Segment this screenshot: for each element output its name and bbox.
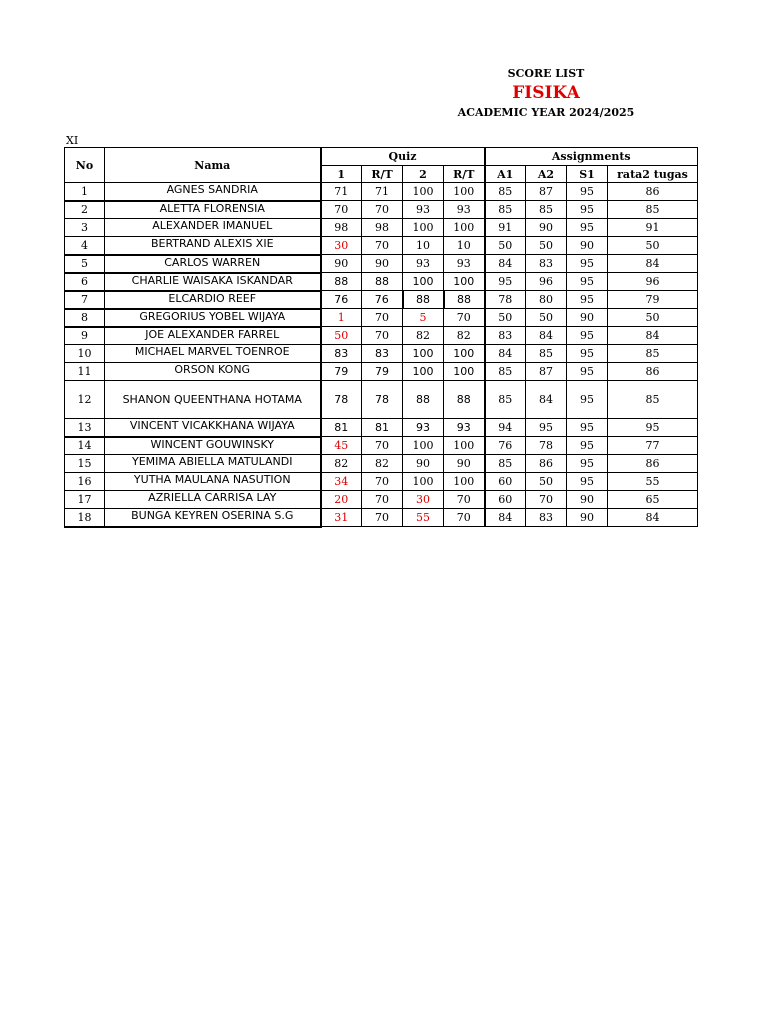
cell-quiz-rt2: 100: [444, 273, 485, 291]
cell-quiz-2: 88: [403, 381, 444, 419]
cell-a2: 83: [526, 509, 567, 527]
cell-quiz-rt1: 98: [362, 219, 403, 237]
col-header-quiz-2: 2: [403, 166, 444, 183]
cell-s1: 90: [567, 509, 608, 527]
cell-quiz-1: 88: [321, 273, 362, 291]
cell-nama: VINCENT VICAKKHANA WIJAYA: [105, 419, 321, 437]
table-row: [65, 491, 698, 509]
cell-s1: 95: [567, 473, 608, 491]
cell-s1: 95: [567, 255, 608, 273]
cell-a2: 78: [526, 437, 567, 455]
cell-quiz-1: 1: [321, 309, 362, 327]
cell-a1: 60: [485, 491, 526, 509]
cell-a1: 95: [485, 273, 526, 291]
cell-s1: 90: [567, 309, 608, 327]
cell-quiz-1: 78: [321, 381, 362, 419]
cell-quiz-rt2: 10: [444, 237, 485, 255]
cell-a1: 60: [485, 473, 526, 491]
cell-nama: AGNES SANDRIA: [105, 183, 321, 201]
cell-nama: BERTRAND ALEXIS XIE: [105, 237, 321, 255]
table-row: [65, 509, 698, 527]
cell-s1: 95: [567, 345, 608, 363]
cell-quiz-1: 70: [321, 201, 362, 219]
cell-quiz-rt2: 100: [444, 219, 485, 237]
cell-nama: JOE ALEXANDER FARREL: [105, 327, 321, 345]
cell-no: 18: [65, 509, 105, 527]
table-row: [65, 183, 698, 201]
table-row: [65, 273, 698, 291]
cell-quiz-rt2: 100: [444, 345, 485, 363]
cell-nama: ORSON KONG: [105, 363, 321, 381]
cell-s1: 95: [567, 381, 608, 419]
cell-quiz-1: 98: [321, 219, 362, 237]
cell-avg: 84: [608, 327, 698, 345]
cell-avg: 86: [608, 363, 698, 381]
cell-a2: 50: [526, 237, 567, 255]
col-group-quiz: Quiz: [321, 148, 485, 166]
cell-nama: CHARLIE WAISAKA ISKANDAR: [105, 273, 321, 291]
cell-avg: 85: [608, 201, 698, 219]
cell-nama: CARLOS WARREN: [105, 255, 321, 273]
cell-nama: SHANON QUEENTHANA HOTAMA: [105, 381, 321, 419]
table-row: [65, 473, 698, 491]
cell-quiz-rt2: 100: [444, 473, 485, 491]
cell-quiz-2: 90: [403, 455, 444, 473]
cell-a2: 70: [526, 491, 567, 509]
class-label: XI: [66, 134, 79, 147]
cell-a1: 94: [485, 419, 526, 437]
cell-quiz-rt1: 79: [362, 363, 403, 381]
cell-s1: 95: [567, 201, 608, 219]
table-row: [65, 219, 698, 237]
cell-a1: 85: [485, 455, 526, 473]
cell-quiz-1: 76: [321, 291, 362, 309]
cell-a2: 50: [526, 309, 567, 327]
cell-a1: 84: [485, 255, 526, 273]
table-row: [65, 363, 698, 381]
cell-quiz-1: 81: [321, 419, 362, 437]
cell-quiz-rt1: 70: [362, 201, 403, 219]
table-row: [65, 437, 698, 455]
cell-no: 1: [65, 183, 105, 201]
cell-quiz-2: 82: [403, 327, 444, 345]
cell-quiz-2: 100: [403, 345, 444, 363]
table-row: [65, 309, 698, 327]
cell-nama: BUNGA KEYREN OSERINA S.G: [105, 509, 321, 527]
cell-avg: 84: [608, 255, 698, 273]
cell-a2: 86: [526, 455, 567, 473]
cell-quiz-2: 100: [403, 437, 444, 455]
cell-a1: 85: [485, 201, 526, 219]
cell-a1: 84: [485, 345, 526, 363]
table-row: [65, 455, 698, 473]
cell-a2: 85: [526, 345, 567, 363]
subject-title: FISIKA: [512, 83, 580, 103]
cell-quiz-2: 93: [403, 255, 444, 273]
academic-year: ACADEMIC YEAR 2024/2025: [457, 106, 635, 119]
cell-a2: 95: [526, 419, 567, 437]
cell-quiz-rt1: 70: [362, 237, 403, 255]
cell-quiz-rt2: 93: [444, 201, 485, 219]
table-row: [65, 419, 698, 437]
cell-quiz-1: 79: [321, 363, 362, 381]
cell-nama: AZRIELLA CARRISA LAY: [105, 491, 321, 509]
cell-quiz-2: 100: [403, 363, 444, 381]
cell-avg: 50: [608, 237, 698, 255]
cell-no: 11: [65, 363, 105, 381]
table-row: [65, 291, 698, 309]
cell-quiz-rt1: 88: [362, 273, 403, 291]
cell-s1: 95: [567, 455, 608, 473]
cell-avg: 77: [608, 437, 698, 455]
cell-quiz-2: 93: [403, 201, 444, 219]
cell-a2: 80: [526, 291, 567, 309]
cell-quiz-rt1: 90: [362, 255, 403, 273]
cell-a2: 96: [526, 273, 567, 291]
table-row: [65, 255, 698, 273]
cell-nama: ELCARDIO REEF: [105, 291, 321, 309]
cell-a2: 50: [526, 473, 567, 491]
cell-a1: 85: [485, 183, 526, 201]
cell-avg: 85: [608, 381, 698, 419]
cell-no: 15: [65, 455, 105, 473]
cell-avg: 91: [608, 219, 698, 237]
cell-avg: 55: [608, 473, 698, 491]
cell-no: 8: [65, 309, 105, 327]
cell-s1: 95: [567, 363, 608, 381]
cell-avg: 96: [608, 273, 698, 291]
col-header-quiz-1: 1: [321, 166, 362, 183]
cell-nama: YUTHA MAULANA NASUTION: [105, 473, 321, 491]
cell-a2: 85: [526, 201, 567, 219]
table-row: [65, 237, 698, 255]
cell-quiz-rt2: 70: [444, 491, 485, 509]
cell-quiz-2: 100: [403, 219, 444, 237]
cell-quiz-rt2: 100: [444, 183, 485, 201]
cell-quiz-1: 45: [321, 437, 362, 455]
cell-a1: 50: [485, 309, 526, 327]
cell-no: 13: [65, 419, 105, 437]
cell-a2: 87: [526, 183, 567, 201]
cell-nama: ALEXANDER IMANUEL: [105, 219, 321, 237]
cell-no: 16: [65, 473, 105, 491]
cell-s1: 95: [567, 183, 608, 201]
cell-no: 6: [65, 273, 105, 291]
cell-a2: 90: [526, 219, 567, 237]
cell-quiz-rt2: 93: [444, 255, 485, 273]
cell-quiz-rt2: 88: [444, 381, 485, 419]
col-header-s1: S1: [567, 166, 608, 183]
table-row: [65, 327, 698, 345]
cell-quiz-rt2: 88: [444, 291, 485, 309]
cell-avg: 86: [608, 455, 698, 473]
cell-s1: 95: [567, 273, 608, 291]
cell-a1: 78: [485, 291, 526, 309]
cell-no: 2: [65, 201, 105, 219]
col-header-nama: Nama: [105, 148, 321, 183]
cell-a1: 84: [485, 509, 526, 527]
cell-quiz-2: 93: [403, 419, 444, 437]
col-header-no: No: [65, 148, 105, 183]
cell-quiz-2: 10: [403, 237, 444, 255]
cell-quiz-2: 55: [403, 509, 444, 527]
cell-quiz-rt1: 71: [362, 183, 403, 201]
cell-a1: 83: [485, 327, 526, 345]
col-group-assignments: Assignments: [485, 148, 698, 166]
cell-s1: 95: [567, 291, 608, 309]
cell-quiz-1: 83: [321, 345, 362, 363]
cell-quiz-rt1: 76: [362, 291, 403, 309]
col-header-quiz-rt2: R/T: [444, 166, 485, 183]
cell-quiz-2: 30: [403, 491, 444, 509]
cell-no: 12: [65, 381, 105, 419]
col-header-avg: rata2 tugas: [608, 166, 698, 183]
cell-quiz-1: 82: [321, 455, 362, 473]
cell-s1: 90: [567, 237, 608, 255]
col-header-a1: A1: [485, 166, 526, 183]
cell-quiz-1: 34: [321, 473, 362, 491]
cell-quiz-rt1: 83: [362, 345, 403, 363]
cell-no: 10: [65, 345, 105, 363]
cell-no: 4: [65, 237, 105, 255]
cell-quiz-2: 88: [403, 291, 444, 309]
cell-quiz-1: 20: [321, 491, 362, 509]
cell-a1: 85: [485, 363, 526, 381]
cell-avg: 65: [608, 491, 698, 509]
cell-quiz-rt1: 78: [362, 381, 403, 419]
cell-nama: MICHAEL MARVEL TOENROE: [105, 345, 321, 363]
col-header-a2: A2: [526, 166, 567, 183]
cell-avg: 95: [608, 419, 698, 437]
cell-quiz-rt2: 100: [444, 437, 485, 455]
cell-quiz-2: 100: [403, 183, 444, 201]
cell-quiz-1: 71: [321, 183, 362, 201]
table-row: [65, 381, 698, 419]
cell-quiz-rt2: 70: [444, 509, 485, 527]
cell-nama: GREGORIUS YOBEL WIJAYA: [105, 309, 321, 327]
cell-no: 7: [65, 291, 105, 309]
cell-no: 9: [65, 327, 105, 345]
cell-no: 5: [65, 255, 105, 273]
cell-avg: 84: [608, 509, 698, 527]
cell-a1: 50: [485, 237, 526, 255]
cell-quiz-rt2: 100: [444, 363, 485, 381]
cell-no: 3: [65, 219, 105, 237]
cell-no: 17: [65, 491, 105, 509]
cell-quiz-rt2: 70: [444, 309, 485, 327]
cell-quiz-1: 30: [321, 237, 362, 255]
cell-quiz-rt1: 70: [362, 509, 403, 527]
table-row: [65, 201, 698, 219]
cell-avg: 86: [608, 183, 698, 201]
cell-s1: 95: [567, 219, 608, 237]
cell-quiz-rt2: 90: [444, 455, 485, 473]
cell-a2: 83: [526, 255, 567, 273]
cell-a1: 76: [485, 437, 526, 455]
col-header-quiz-rt1: R/T: [362, 166, 403, 183]
cell-quiz-rt1: 70: [362, 437, 403, 455]
cell-quiz-rt2: 82: [444, 327, 485, 345]
cell-quiz-rt2: 93: [444, 419, 485, 437]
cell-s1: 95: [567, 437, 608, 455]
cell-avg: 50: [608, 309, 698, 327]
cell-quiz-rt1: 70: [362, 327, 403, 345]
cell-no: 14: [65, 437, 105, 455]
cell-avg: 79: [608, 291, 698, 309]
cell-a2: 84: [526, 381, 567, 419]
cell-a2: 84: [526, 327, 567, 345]
cell-s1: 95: [567, 419, 608, 437]
cell-nama: YEMIMA ABIELLA MATULANDI: [105, 455, 321, 473]
cell-quiz-2: 100: [403, 273, 444, 291]
cell-s1: 95: [567, 327, 608, 345]
cell-s1: 90: [567, 491, 608, 509]
cell-nama: WINCENT GOUWINSKY: [105, 437, 321, 455]
cell-quiz-rt1: 70: [362, 309, 403, 327]
cell-nama: ALETTA FLORENSIA: [105, 201, 321, 219]
cell-quiz-2: 100: [403, 473, 444, 491]
cell-quiz-2: 5: [403, 309, 444, 327]
score-table: [64, 147, 698, 528]
cell-quiz-rt1: 82: [362, 455, 403, 473]
cell-quiz-1: 31: [321, 509, 362, 527]
cell-a2: 87: [526, 363, 567, 381]
cell-quiz-1: 90: [321, 255, 362, 273]
cell-quiz-rt1: 70: [362, 491, 403, 509]
cell-quiz-rt1: 70: [362, 473, 403, 491]
table-row: [65, 345, 698, 363]
cell-quiz-rt1: 81: [362, 419, 403, 437]
document-heading: SCORE LIST: [507, 67, 585, 80]
cell-avg: 85: [608, 345, 698, 363]
cell-a1: 91: [485, 219, 526, 237]
cell-quiz-1: 50: [321, 327, 362, 345]
cell-a1: 85: [485, 381, 526, 419]
